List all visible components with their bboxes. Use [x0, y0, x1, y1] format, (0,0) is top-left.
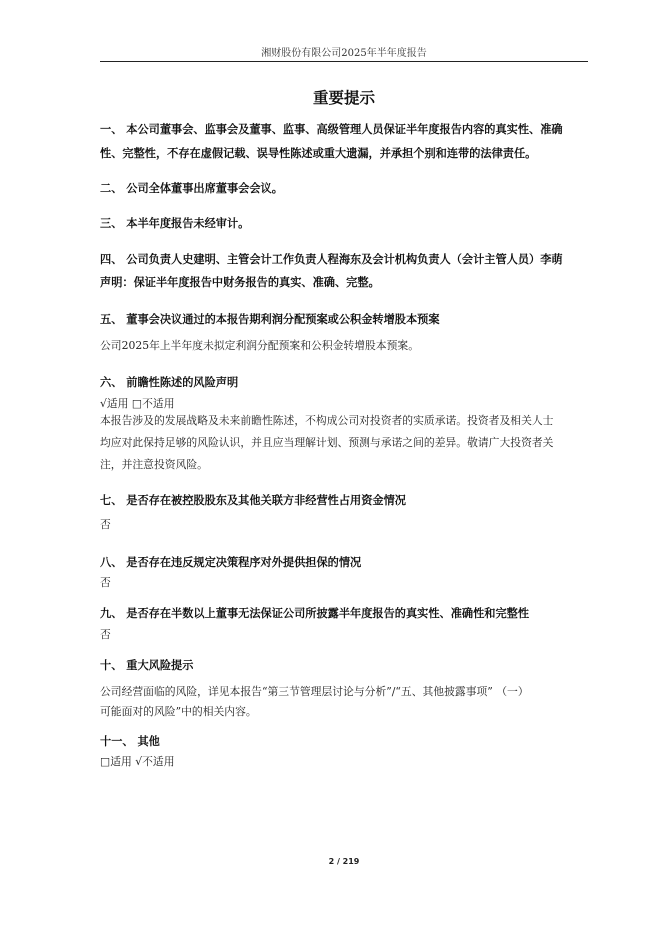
page-title: 重要提示 — [312, 89, 375, 107]
item-9: 九、 是否存在半数以上董事无法保证公司所披露半年度报告的真实性、准确性和完整性 — [100, 607, 530, 620]
header-rule — [100, 61, 588, 62]
item-1-line-2: 性、完整性，不存在虚假记载、误导性陈述或重大遗漏，并承担个别和连带的法律责任。 — [100, 147, 537, 160]
item-6-body-line-1: 本报告涉及的发展战略及未来前瞻性陈述，不构成公司对投资者的实质承诺。投资者及相关人士 — [100, 414, 554, 427]
item-6: 六、 前瞻性陈述的风险声明 — [100, 376, 239, 389]
item-11-applicability: □适用 √不适用 — [100, 755, 175, 768]
item-6-body-line-3: 注，并注意投资风险。 — [100, 458, 208, 471]
item-4-line-1: 四、 公司负责人史建明、主管会计工作负责人程海东及会计机构负责人（会计主管人员）李萌 — [100, 253, 563, 266]
item-4-line-2: 声明：保证半年度报告中财务报告的真实、准确、完整。 — [100, 276, 380, 289]
item-8-body: 否 — [100, 576, 111, 589]
item-5: 五、 董事会决议通过的本报告期利润分配预案或公积金转增股本预案 — [100, 313, 440, 326]
item-7-body: 否 — [100, 518, 111, 531]
page-header: 湘财股份有限公司2025年半年度报告 — [261, 48, 427, 59]
item-3: 三、 本半年度报告未经审计。 — [100, 217, 250, 230]
item-10: 十、 重大风险提示 — [100, 659, 194, 672]
item-9-body: 否 — [100, 628, 111, 641]
item-10-body-line-1: 公司经营面临的风险，详见本报告“第三节管理层讨论与分析”/“五、其他披露事项” （一） — [100, 685, 529, 698]
item-5-body: 公司2025年上半年度未拟定利润分配预案和公积金转增股本预案。 — [100, 339, 419, 352]
page-number: 2 / 219 — [328, 857, 360, 866]
item-8: 八、 是否存在违反规定决策程序对外提供担保的情况 — [100, 556, 362, 569]
item-1-line-1: 一、 本公司董事会、监事会及董事、监事、高级管理人员保证半年度报告内容的真实性、准确 — [100, 123, 563, 136]
item-7: 七、 是否存在被控股股东及其他关联方非经营性占用资金情况 — [100, 494, 406, 507]
item-2: 二、 公司全体董事出席董事会会议。 — [100, 182, 283, 195]
item-6-applicability: √适用 □不适用 — [100, 397, 175, 410]
item-10-body-line-2: 可能面对的风险”中的相关内容。 — [100, 705, 257, 718]
item-11: 十一、 其他 — [100, 735, 160, 748]
item-6-body-line-2: 均应对此保持足够的风险认识，并且应当理解计划、预测与承诺之间的差异。敬请广大投资者关 — [100, 436, 554, 449]
